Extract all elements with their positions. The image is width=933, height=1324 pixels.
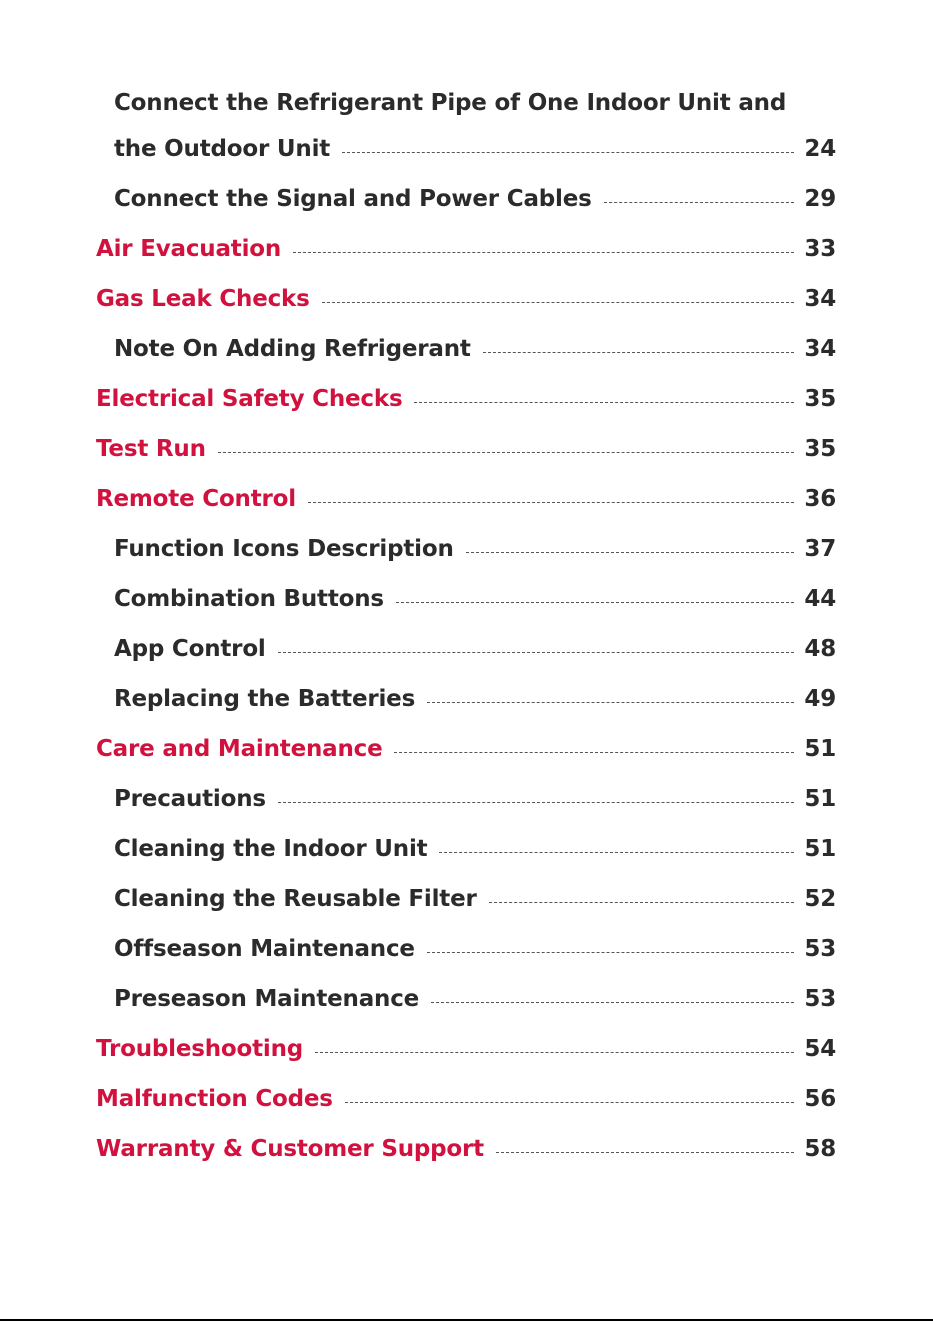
toc-page-number: 33	[804, 236, 836, 262]
dotted-leader	[427, 952, 794, 953]
toc-entry[interactable]	[114, 332, 836, 366]
toc-page-number: 34	[804, 336, 836, 362]
toc-entry[interactable]	[96, 732, 836, 766]
toc-entry-title: Precautions	[114, 786, 266, 812]
toc-entry-title: Replacing the Batteries	[114, 686, 416, 712]
dotted-leader	[293, 252, 794, 253]
toc-entry-title: Gas Leak Checks	[96, 286, 310, 312]
toc-page-number: 29	[804, 186, 836, 212]
toc-entry[interactable]	[96, 282, 836, 316]
toc-entry-title: Offseason Maintenance	[114, 936, 415, 962]
toc-entry[interactable]	[114, 682, 836, 716]
toc-entry[interactable]	[114, 132, 836, 166]
toc-entry[interactable]	[114, 782, 836, 816]
toc-page-number: 51	[804, 736, 836, 762]
toc-page-number: 24	[804, 136, 836, 162]
toc-entry[interactable]	[114, 982, 836, 1016]
toc-entry[interactable]	[96, 382, 836, 416]
toc-page-number: 52	[804, 886, 836, 912]
dotted-leader	[322, 302, 794, 303]
toc-page-number: 53	[804, 936, 836, 962]
toc-entry[interactable]	[96, 1132, 836, 1166]
toc-entry-title: Care and Maintenance	[96, 736, 383, 762]
dotted-leader	[396, 602, 794, 603]
toc-entry[interactable]	[96, 482, 836, 516]
toc-entry-title: Cleaning the Indoor Unit	[114, 836, 428, 862]
dotted-leader	[431, 1002, 794, 1003]
toc-entry[interactable]	[114, 532, 836, 566]
toc-page-number: 49	[804, 686, 836, 712]
toc-page-number: 53	[804, 986, 836, 1012]
toc-entry[interactable]	[114, 182, 836, 216]
toc-entry[interactable]	[114, 632, 836, 666]
toc-entry-title: the Outdoor Unit	[114, 136, 331, 162]
toc-entry-title: Function Icons Description	[114, 536, 454, 562]
toc-page-number: 51	[804, 836, 836, 862]
toc-page-number: 35	[804, 386, 836, 412]
toc-entry-title: App Control	[114, 636, 266, 662]
toc-page-number: 51	[804, 786, 836, 812]
toc-page-number: 44	[804, 586, 836, 612]
dotted-leader	[394, 752, 794, 753]
page-bottom-rule	[0, 1319, 933, 1321]
dotted-leader	[414, 402, 794, 403]
toc-entry-title: Cleaning the Reusable Filter	[114, 886, 477, 912]
dotted-leader	[439, 852, 794, 853]
toc-page-number: 54	[804, 1036, 836, 1062]
toc-entry[interactable]	[96, 232, 836, 266]
toc-entry[interactable]	[114, 932, 836, 966]
dotted-leader	[218, 452, 794, 453]
toc-entry-title: Preseason Maintenance	[114, 986, 420, 1012]
dotted-leader	[483, 352, 794, 353]
dotted-leader	[466, 552, 794, 553]
toc-entry-title: Remote Control	[96, 486, 296, 512]
toc-entry-title: Troubleshooting	[96, 1036, 304, 1062]
toc-entry[interactable]	[96, 1032, 836, 1066]
dotted-leader	[278, 652, 794, 653]
dotted-leader	[308, 502, 794, 503]
toc-entry-title: Malfunction Codes	[96, 1086, 333, 1112]
dotted-leader	[427, 702, 794, 703]
toc-entry[interactable]	[96, 432, 836, 466]
toc-page-number: 35	[804, 436, 836, 462]
toc-entry[interactable]	[114, 832, 836, 866]
toc-entry-title: Warranty & Customer Support	[96, 1136, 484, 1162]
dotted-leader	[489, 902, 794, 903]
toc-entry-title: Combination Buttons	[114, 586, 384, 612]
dotted-leader	[278, 802, 794, 803]
toc-entry-title: Electrical Safety Checks	[96, 386, 403, 412]
toc-entry-title: Note On Adding Refrigerant	[114, 336, 471, 362]
toc-entry-title: Test Run	[96, 436, 206, 462]
toc-entry[interactable]	[96, 1082, 836, 1116]
toc-page-number: 56	[804, 1086, 836, 1112]
toc-page-number: 37	[804, 536, 836, 562]
toc-page-number: 34	[804, 286, 836, 312]
toc-entry[interactable]	[114, 882, 836, 916]
toc-entry-title: Connect the Refrigerant Pipe of One Indoor Unit and	[114, 90, 787, 116]
toc-entry-title: Air Evacuation	[96, 236, 282, 262]
toc-entry-title: Connect the Signal and Power Cables	[114, 186, 592, 212]
toc-entry[interactable]	[114, 582, 836, 616]
dotted-leader	[315, 1052, 794, 1053]
toc-page-number: 48	[804, 636, 836, 662]
dotted-leader	[342, 152, 794, 153]
dotted-leader	[604, 202, 794, 203]
toc-page-number: 58	[804, 1136, 836, 1162]
dotted-leader	[496, 1152, 794, 1153]
dotted-leader	[345, 1102, 794, 1103]
toc-page-number: 36	[804, 486, 836, 512]
